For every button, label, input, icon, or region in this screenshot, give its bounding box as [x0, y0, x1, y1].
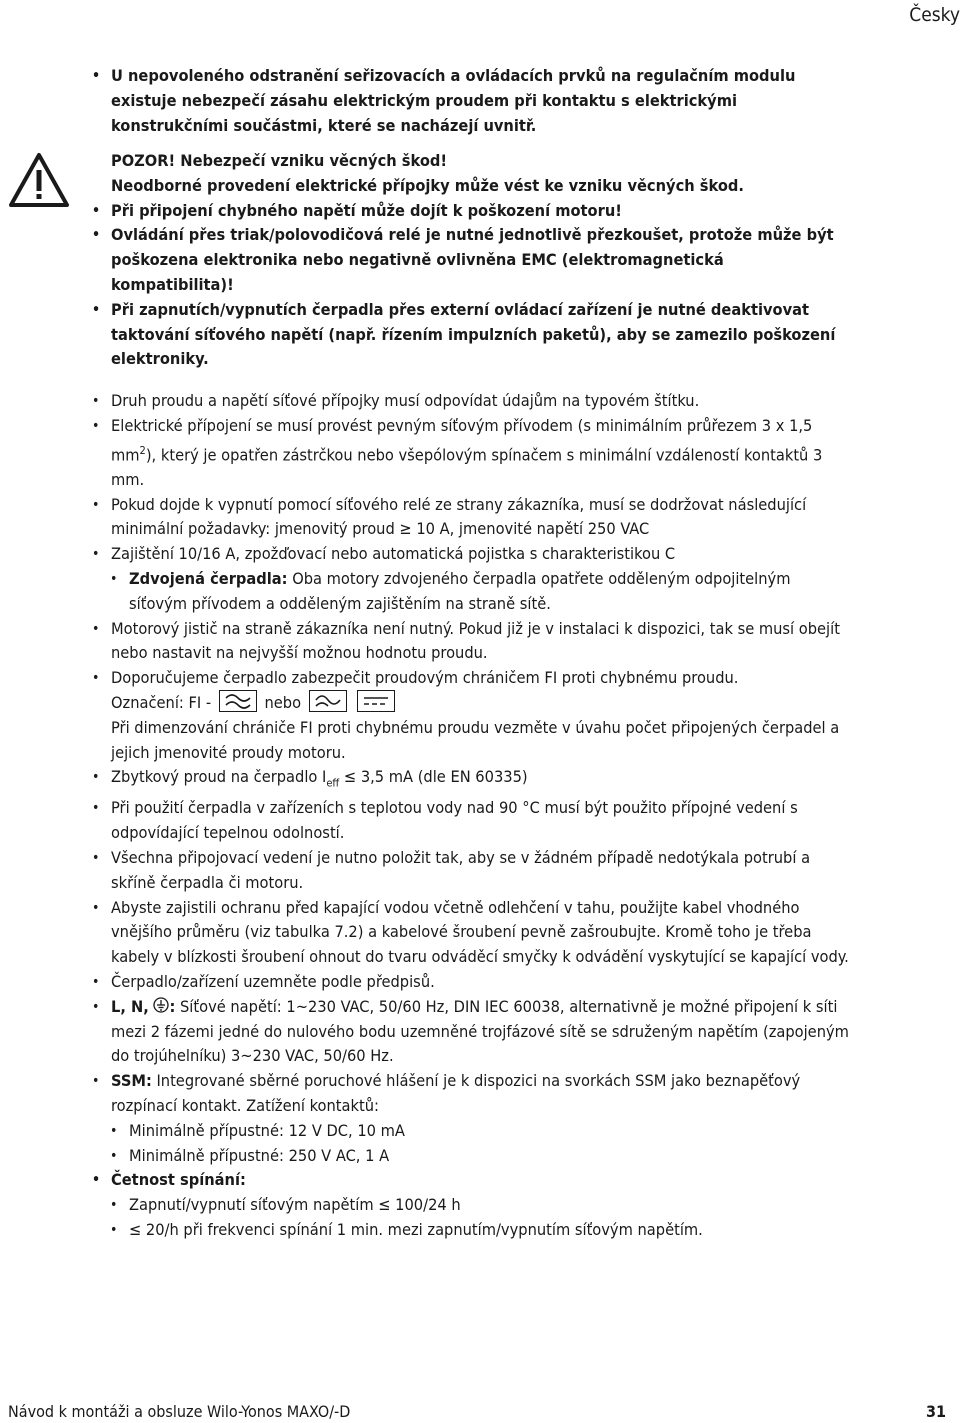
- warning-triangle-icon: [8, 152, 70, 208]
- list-item: • Zajištění 10/16 A, zpožďovací nebo automatická pojistka s charakteristikou C: [90, 542, 850, 567]
- list-item: • Minimálně přípustné: 12 V DC, 10 mA: [108, 1119, 850, 1144]
- list-item: • Abyste zajistili ochranu před kapající vodou včetně odlehčení v tahu, použijte kabel vhodného vnějšího průměru (viz tabulka 7.2) a kabelové šroubení pevně zašroubujte. Kromě toho je třeba kabely v blízkosti šroubení ohnout do tvaru odváděcí smyčky k odvádění vyskytující se kapající vody.: [90, 896, 850, 970]
- list-item: • Při použití čerpadla v zařízeních s teplotou vody nad 90 °C musí být použito přípojné vedení s odpovídající tepelnou odolností.: [90, 796, 850, 846]
- list-item: • Zbytkový proud na čerpadlo $I_{eff} \le 3,5$ mA (dle EN 60335): [90, 765, 850, 796]
- list-item: • Zapnutí/vypnutí síťovým napětím ≤ 100/24 h: [108, 1193, 850, 1218]
- list-item: • Četnost spínání:: [90, 1168, 850, 1193]
- dc-residual-current-icon: [357, 690, 395, 712]
- caution-item: • Při zapnutích/vypnutích čerpadla přes externí ovládací zařízení je nutné deaktivovat taktování síťového napětí (např. řízením impulzních paketů), aby se zamezilo poškození elektroniky.: [90, 298, 850, 372]
- caution-block: [90, 149, 850, 372]
- ground-icon: [153, 997, 169, 1013]
- list-item: • Druh proudu a napětí síťové přípojky musí odpovídat údajům na typovém štítku.: [90, 389, 850, 414]
- pulsating-dc-residual-current-icon: [309, 690, 347, 712]
- list-item: • Čerpadlo/zařízení uzemněte podle předpisů.: [90, 970, 850, 995]
- list-item: • Motorový jistič na straně zákazníka není nutný. Pokud již je v instalaci k dispozici, tak se musí obejít nebo nastavit na nejvyšší možnou hodnotu proudu.: [90, 617, 850, 667]
- list-item: • Pokud dojde k vypnutí pomocí síťového relé ze strany zákazníka, musí se dodržovat následující minimální požadavky: jmenovitý proud ≥ 10 A, jmenovité napětí 250 VAC: [90, 493, 850, 543]
- list-item: • Všechna připojovací vedení je nutno položit tak, aby se v žádném případě nedotýkala potrubí a skříně čerpadla či motoru.: [90, 846, 850, 896]
- list-item: • SSM: Integrované sběrné poruchové hlášení je k dispozici na svorkách SSM jako beznapěťový rozpínací kontakt. Zatížení kontaktů:: [90, 1069, 850, 1119]
- electric-warning: [90, 64, 850, 138]
- caution-item: • Při připojení chybného napětí může dojít k poškození motoru!: [90, 199, 850, 224]
- electric-warning-text: • U nepovoleného odstranění seřizovacích a ovládacích prvků na regulačním modulu existuje nebezpečí zásahu elektrickým proudem při kontaktu s elektrickými konstrukčními součástmi, které se nacházejí uvnitř.: [90, 64, 850, 138]
- list-item: • Minimálně přípustné: 250 V AC, 1 A: [108, 1144, 850, 1169]
- rules-list: [90, 389, 850, 1243]
- footer-manual-title: Návod k montáži a obsluze Wilo-Yonos MAXO/-D: [8, 1402, 351, 1421]
- list-item: • Doporučujeme čerpadlo zabezpečit proudovým chráničem FI proti chybnému proudu. Označení: FI - nebo Při dimenzování chrániče FI proti chybnému proudu vezměte v úvahu počet připojených čerpadel a jejich jmenovité proudy motoru.: [90, 666, 850, 765]
- footer-page-number: 31: [925, 1402, 946, 1421]
- list-item: • L, N, : Síťové napětí: 1~230 VAC, 50/60 Hz, DIN IEC 60038, alternativně je možné připojení k síti mezi 2 fázemi jedné do nulového bodu uzemněné trojfázové sítě se sdruženým napětím (zapojeným do trojúhelníku) 3~230 VAC, 50/60 Hz.: [90, 995, 850, 1069]
- caution-subtitle: Neodborné provedení elektrické přípojky může vést ke vzniku věcných škod.: [111, 175, 744, 195]
- list-item: • ≤ 20/h při frekvenci spínání 1 min. mezi zapnutím/vypnutím síťovým napětím.: [108, 1218, 850, 1243]
- caution-item: • Ovládání přes triak/polovodičová relé je nutné jednotlivě přezkoušet, protože může být poškozena elektronika nebo negativně ovlivněna EMC (elektromagnetická kompatibilita)!: [90, 223, 850, 297]
- list-item: • Zdvojená čerpadla: Oba motory zdvojeného čerpadla opatřete odděleným odpojitelným síťovým přívodem a odděleným zajištěním na straně sítě.: [108, 567, 850, 617]
- ac-residual-current-icon: [219, 690, 257, 712]
- list-item: • Elektrické přípojení se musí provést pevným síťovým přívodem (s minimálním průřezem 3 x 1,5 $mm^2$), který je opatřen zástrčkou nebo všepólovým spínačem s minimální vzdáleností kontaktů 3 mm.: [90, 414, 850, 493]
- fi-marking: Označení: FI - nebo: [111, 691, 850, 716]
- language-label: Česky: [909, 4, 960, 26]
- caution-title: POZOR! Nebezpečí vzniku věcných škod!: [111, 151, 448, 170]
